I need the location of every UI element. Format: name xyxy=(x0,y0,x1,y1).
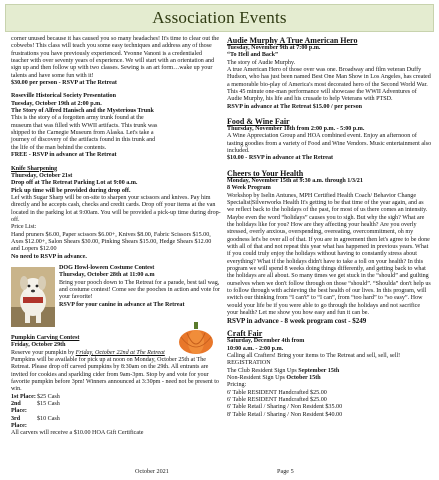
hist-subtitle: The Story of Alfred Hanisch and the Mysterious Trunk xyxy=(11,108,154,115)
hist-title: Roseville Historical Society Presentation xyxy=(11,93,116,100)
right-column xyxy=(227,36,432,419)
food-body: A Wine Appreciation Group and HOA combined event. Enjoy an afternoon of tasting goodies from a variety of Food and Wine Vendors. Music entertainment also included. xyxy=(227,133,432,155)
dog-costume-photo xyxy=(11,267,55,327)
pumpkin-reserve-text: Reserve your pumpkin by xyxy=(11,349,75,356)
dog-body: Bring your pooch down to The Retreat for a parade, best tail wag, and costume contest! Come see the pooches in action and vote for your favorite! xyxy=(59,279,220,301)
hero-date: Tuesday, November 9th at 7:00 p.m. xyxy=(227,45,321,51)
prize-value: $15 Cash xyxy=(37,401,60,408)
knife-dropoff: Drop off at The Retreat Parking Lot at 9:00 a.m. xyxy=(11,180,138,187)
food-date: Thursday, November 18th from 2:00 p.m. - 5:00 p.m. xyxy=(227,126,365,133)
footer-month: October 2021 xyxy=(135,468,169,475)
hero-title: Audie Murphy A True American Hero xyxy=(227,36,358,45)
knife-prices: Hand pruners $6.00, Paper scissors $6.00+, Knives $8.00, Fabric Scissors $15.00, Axes $12.00+, Salon Shears $30.00, Pinking Shears $15.00, Hedge Shears $12.00 and Lopers $12.00 xyxy=(11,231,212,253)
craft-pricing: Pricing: xyxy=(227,382,247,389)
knife-title: Knife Sharpening xyxy=(11,165,58,172)
craft-price-row: 6' Table Retail / Sharing / Non Resident $35.00 xyxy=(227,404,343,411)
footer-page: Page 5 xyxy=(277,468,294,475)
knife-body: Lef with Sugar Sharp will be on-site to sharpen your scissors and knives. Pay him directly and he accepts cash, checks and credit cards. Drop off your items at the van located in the parking lot at 9:00am. You will be provided a pick-up time during drop-off. xyxy=(11,194,221,223)
hero-body: A true American Hero of those over was one. Broadway and film veteran Duffy Hudson, who has just been named Best One Man Show in Los Angeles, has created a memorable bio-play of America's most decorated hero of the Second World War. This 45 minute one-man performance will showcase the WWII Adventures of Audie Murphy, his life and his crusade to help Veterans with PTSD. xyxy=(227,67,431,103)
pumpkin-date: Friday, October 29th xyxy=(11,342,66,349)
intro-price: $30.00 per person - RSVP at The Retreat xyxy=(11,80,117,87)
knife-date: Thursday, October 21st xyxy=(11,172,73,179)
prize-value: $25 Cash xyxy=(37,393,60,400)
cheers-body: Workshop by Iselin Antunes, MPH Certified Health Coach/ Behavior Change Specialist|Silverworks Health It's getting to be that time of the year again, and as we reflect back to the holidays of the past, for most of us there comes an intensity. Maybe even the word “holidays” causes you to sigh. But why the sigh? What are the holidays like for you? How are they affecting your health? Are you overly stressed, overly anxious, overspending, overeating, overcommitment, oh my goodness let's be over all of that. If you are in agreement then let's agree to be done with all of that and not repeat this year what has happened in previous years. What if you could truly enjoy the holidays without having to constantly stress about everything? What if the holidays didn't have to take a toll on your health? In this program we will spend 8 weeks doing things differently, and getting back to what the holidays are all about. So many times we get stuck in the “should” and guilting ourselves when we don't follow through on those “should”. “Shoulda” don't help us to follow through with achieving the best health of our lives. In this program, will switch our thinking from “I can't” to “I can”, from “too hard” to “so easy”. How would your life be if you were able to go through the holidays and not sacrifice your health? Let me show you how easy and fun it can be. xyxy=(227,192,431,316)
craft-club-label: The Club Resident Sign Ups xyxy=(227,367,297,374)
prize-value: $10 Cash xyxy=(37,415,60,422)
pumpkin-contest xyxy=(11,335,221,438)
cheers-program: 8 Week Program xyxy=(227,185,271,192)
cheers-date: Monday, November 15th at 9:30 a.m. through 1/3/21 xyxy=(227,177,363,184)
craft-club xyxy=(227,368,432,375)
prize-label: 1st Place: xyxy=(11,393,36,400)
prize-label: 3rd Place: xyxy=(11,415,27,430)
dog-rsvp: RSVP for your canine in advance at The Retreat xyxy=(59,301,185,308)
hist-rsvp: FREE - RSVP in advance at The Retreat xyxy=(11,152,117,159)
prize-row xyxy=(11,416,221,431)
knife-rsvp: No need to RSVP in advance. xyxy=(11,253,87,260)
craft-price-row: 6' Table RESIDENT Handcrafted $25.00 xyxy=(227,389,327,396)
left-column xyxy=(11,36,221,438)
craft-price-row: 8' Table Retail / Sharing / Non Resident $40.00 xyxy=(227,411,343,418)
pumpkin-photo xyxy=(177,321,215,355)
knife-pickup: Pick up time will be provided during drop off. xyxy=(11,187,131,194)
pumpkin-title: Pumpkin Carving Contest xyxy=(11,334,80,341)
prize-label: 2nd Place: xyxy=(11,401,27,415)
hero-story: The story of Audie Murphy. xyxy=(227,59,296,66)
dog-date: Thursday, October 28th at 11:00 a.m xyxy=(59,272,155,279)
pumpkin-body: Pumpkins will be available for pick up at noon on Monday, October 25th at The Retreat. Please drop off carved pumpkins by 8:30am on the 29th. All entrants are invited for cookies and sparkling cider from 9am-3pm. Stop by and vote for your favorite pumpkin before 3pm! Winners announced at 3:30pm - need not be present to win. xyxy=(11,357,219,393)
cheers-rsvp: RSVP in advance - 8 week program cost - $249 xyxy=(227,317,367,326)
prize-row xyxy=(11,401,221,416)
craft-title: Craft Fair xyxy=(227,329,263,339)
hist-body: This is the story of a forgotten army trunk found at the museum that was filled with WWII artifacts. This trunk was shipped to the Carnegie Museum from Alaska. Let's take a journey of discovery of the artifacts found in this trunk and the life of the man behind the contents. xyxy=(11,115,158,151)
craft-non-label: Non-Resident Sign Ups xyxy=(227,375,285,382)
section-banner xyxy=(5,4,434,32)
craft-club-date: September 15th xyxy=(298,367,340,374)
hero-quote: “To Hell and Back” xyxy=(227,52,279,59)
cheers-title: Cheers to Your Health xyxy=(227,168,304,178)
intro-text: corner unused because it has caused you so many headaches! It's time to clear out the cobwebs! This class will teach you some easy techniques and address any of those frustrations you have previously experienced. Yvonne Vanoni is a credentialed teacher with over seventy years of experience. We will start with an orientation and sign up and then follow up with two classes. Sewing is an art form…wake up your talents and have some fun with it! xyxy=(11,36,220,79)
hist-date: Tuesday, October 19th at 2:00 p.m. xyxy=(11,100,102,107)
knife-price-head: Price List: xyxy=(11,224,37,231)
dog-title: DOG Howl-loween Costume Contest xyxy=(59,264,155,271)
hero-rsvp: RSVP in advance at The Retreat $15.00 / per person xyxy=(227,103,363,110)
food-title: Food & Wine Fair xyxy=(227,117,290,127)
craft-non xyxy=(227,375,432,382)
food-rsvp: $10.00 - RSVP in advance at The Retreat xyxy=(227,155,334,162)
pumpkin-tail: All carvers will receive a $10.00 HOA Gift Certificate xyxy=(11,430,144,437)
craft-non-date: October 15th xyxy=(286,375,321,382)
craft-date: Saturday, December 4th from xyxy=(227,338,305,345)
craft-time: 10:00 a.m. - 2:00 p.m. xyxy=(227,345,284,352)
craft-price-row: 6' Table RESIDENT Handcrafted $25.00 xyxy=(227,397,327,404)
section-title: Association Events xyxy=(152,8,287,27)
craft-reg: REGISTRATION xyxy=(227,360,271,367)
craft-call: Calling all Crafters! Bring your items to The Retreat and sell, sell, sell! xyxy=(227,353,401,360)
prize-row xyxy=(11,394,221,401)
pumpkin-reserve-date: Friday, October 22nd at The Retreat xyxy=(75,349,165,356)
